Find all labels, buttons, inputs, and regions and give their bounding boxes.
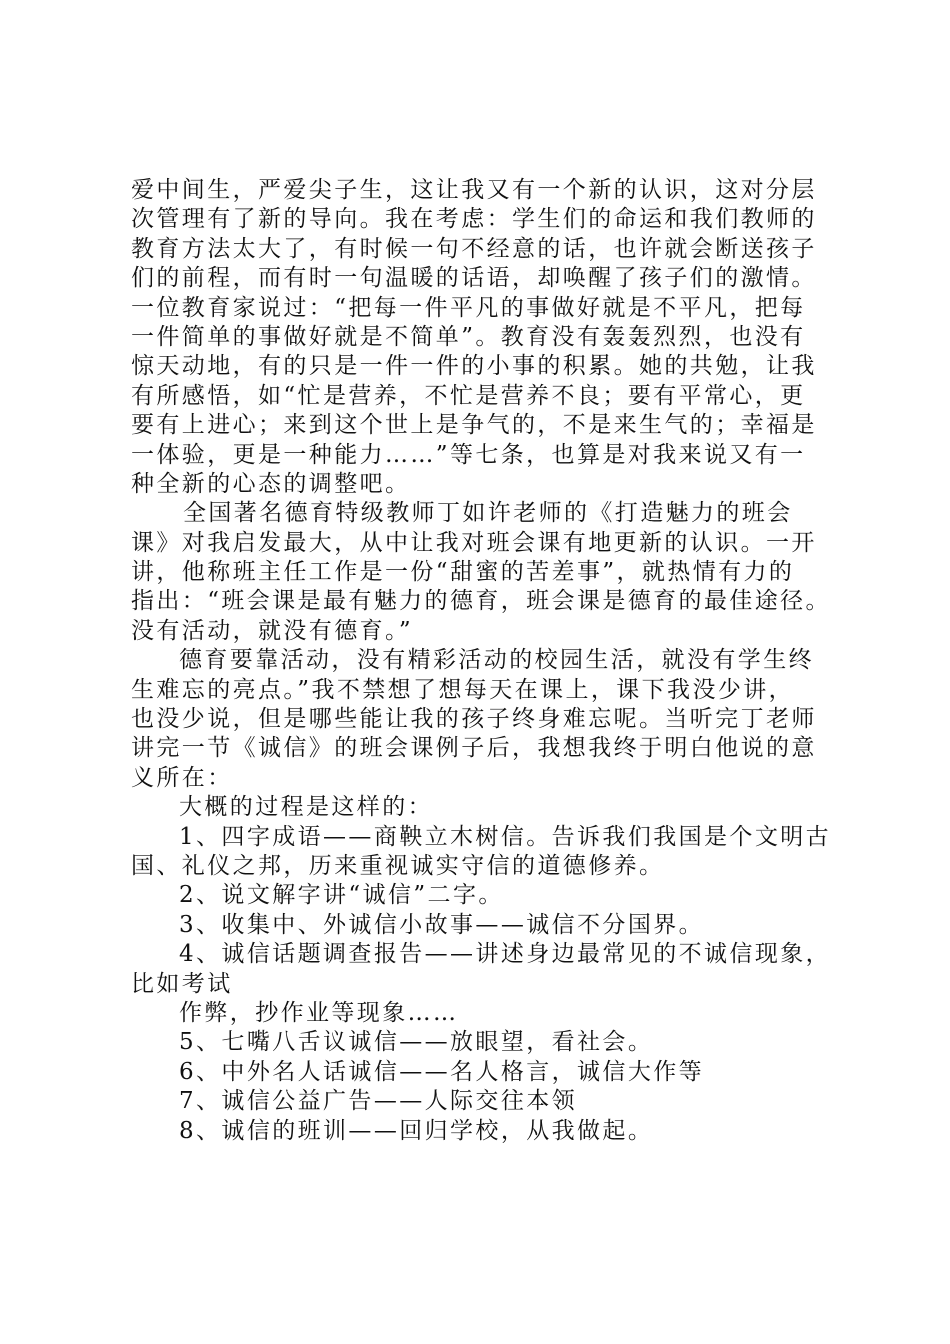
text-line: 课》对我启发最大，从中让我对班会课有地更新的认识。一开 xyxy=(131,529,817,556)
list-item: 7、诚信公益广告——人际交往本领 xyxy=(179,1088,578,1115)
text-line: 国、礼仪之邦，历来重视诚实守信的道德修养。 xyxy=(131,852,665,879)
text-line: 也没少说，但是哪些能让我的孩子终身难忘呢。当听完丁老师 xyxy=(131,706,817,733)
text-line: 有所感悟，如“忙是营养，不忙是营养不良；要有平常心，更 xyxy=(131,382,806,409)
list-item: 6、中外名人话诚信——名人格言，诚信大作等 xyxy=(179,1058,705,1085)
text-line: 生难忘的亮点。”我不禁想了想每天在课上，课下我没少讲， xyxy=(131,676,795,703)
list-item: 3、收集中、外诚信小故事——诚信不分国界。 xyxy=(179,911,705,938)
text-line: 一件简单的事做好就是不简单”。教育没有轰轰烈烈，也没有 xyxy=(131,323,806,350)
text-line: 作弊，抄作业等现象…… xyxy=(179,999,459,1026)
text-line: 指出：“班会课是最有魅力的德育，班会课是德育的最佳途径。 xyxy=(131,588,831,615)
text-line: 次管理有了新的导向。我在考虑：学生们的命运和我们教师的 xyxy=(131,206,817,233)
text-line: 讲完一节《诚信》的班会课例子后，我想我终于明白他说的意 xyxy=(131,735,817,762)
text-line: 惊天动地，有的只是一件一件的小事的积累。她的共勉，让我 xyxy=(131,353,817,380)
list-item: 5、七嘴八舌议诚信——放眼望，看社会。 xyxy=(179,1029,654,1056)
text-line: 没有活动，就没有德育。” xyxy=(131,617,414,644)
text-line: 要有上进心；来到这个世上是争气的，不是来生气的；幸福是 xyxy=(131,412,817,439)
text-line: 义所在： xyxy=(131,764,233,791)
text-line: 一位教育家说过：“把每一件平凡的事做好就是不平凡，把每 xyxy=(131,294,806,321)
text-line: 种全新的心态的调整吧。 xyxy=(131,470,411,497)
list-item: 8、诚信的班训——回归学校，从我做起。 xyxy=(179,1117,654,1144)
text-line: 们的前程，而有时一句温暖的话语，却唤醒了孩子们的激情。 xyxy=(131,265,817,292)
list-item: 2、说文解字讲“诚信”二字。 xyxy=(179,882,504,909)
text-line: 教育方法太大了，有时候一句不经意的话，也许就会断送孩子 xyxy=(131,235,817,262)
list-item: 4、诚信话题调查报告——讲述身边最常见的不诚信现象， xyxy=(179,941,832,968)
document-body xyxy=(131,176,843,1146)
text-line: 一体验，更是一种能力……”等七条，也算是对我来说又有一 xyxy=(131,441,806,468)
paragraph-start-line: 大概的过程是这样的： xyxy=(179,794,433,821)
text-line: 爱中间生，严爱尖子生，这让我又有一个新的认识，这对分层 xyxy=(131,177,817,203)
text-line: 比如考试 xyxy=(131,970,233,997)
paragraph-start-line: 全国著名德育特级教师丁如许老师的《打造魅力的班会 xyxy=(183,500,793,527)
list-item: 1、四字成语——商鞅立木树信。告诉我们我国是个文明古 xyxy=(179,823,832,850)
text-line: 讲，他称班主任工作是一份“甜蜜的苦差事”，就热情有力的 xyxy=(131,559,795,586)
paragraph-start-line: 德育要靠活动，没有精彩活动的校园生活，就没有学生终 xyxy=(179,647,814,674)
